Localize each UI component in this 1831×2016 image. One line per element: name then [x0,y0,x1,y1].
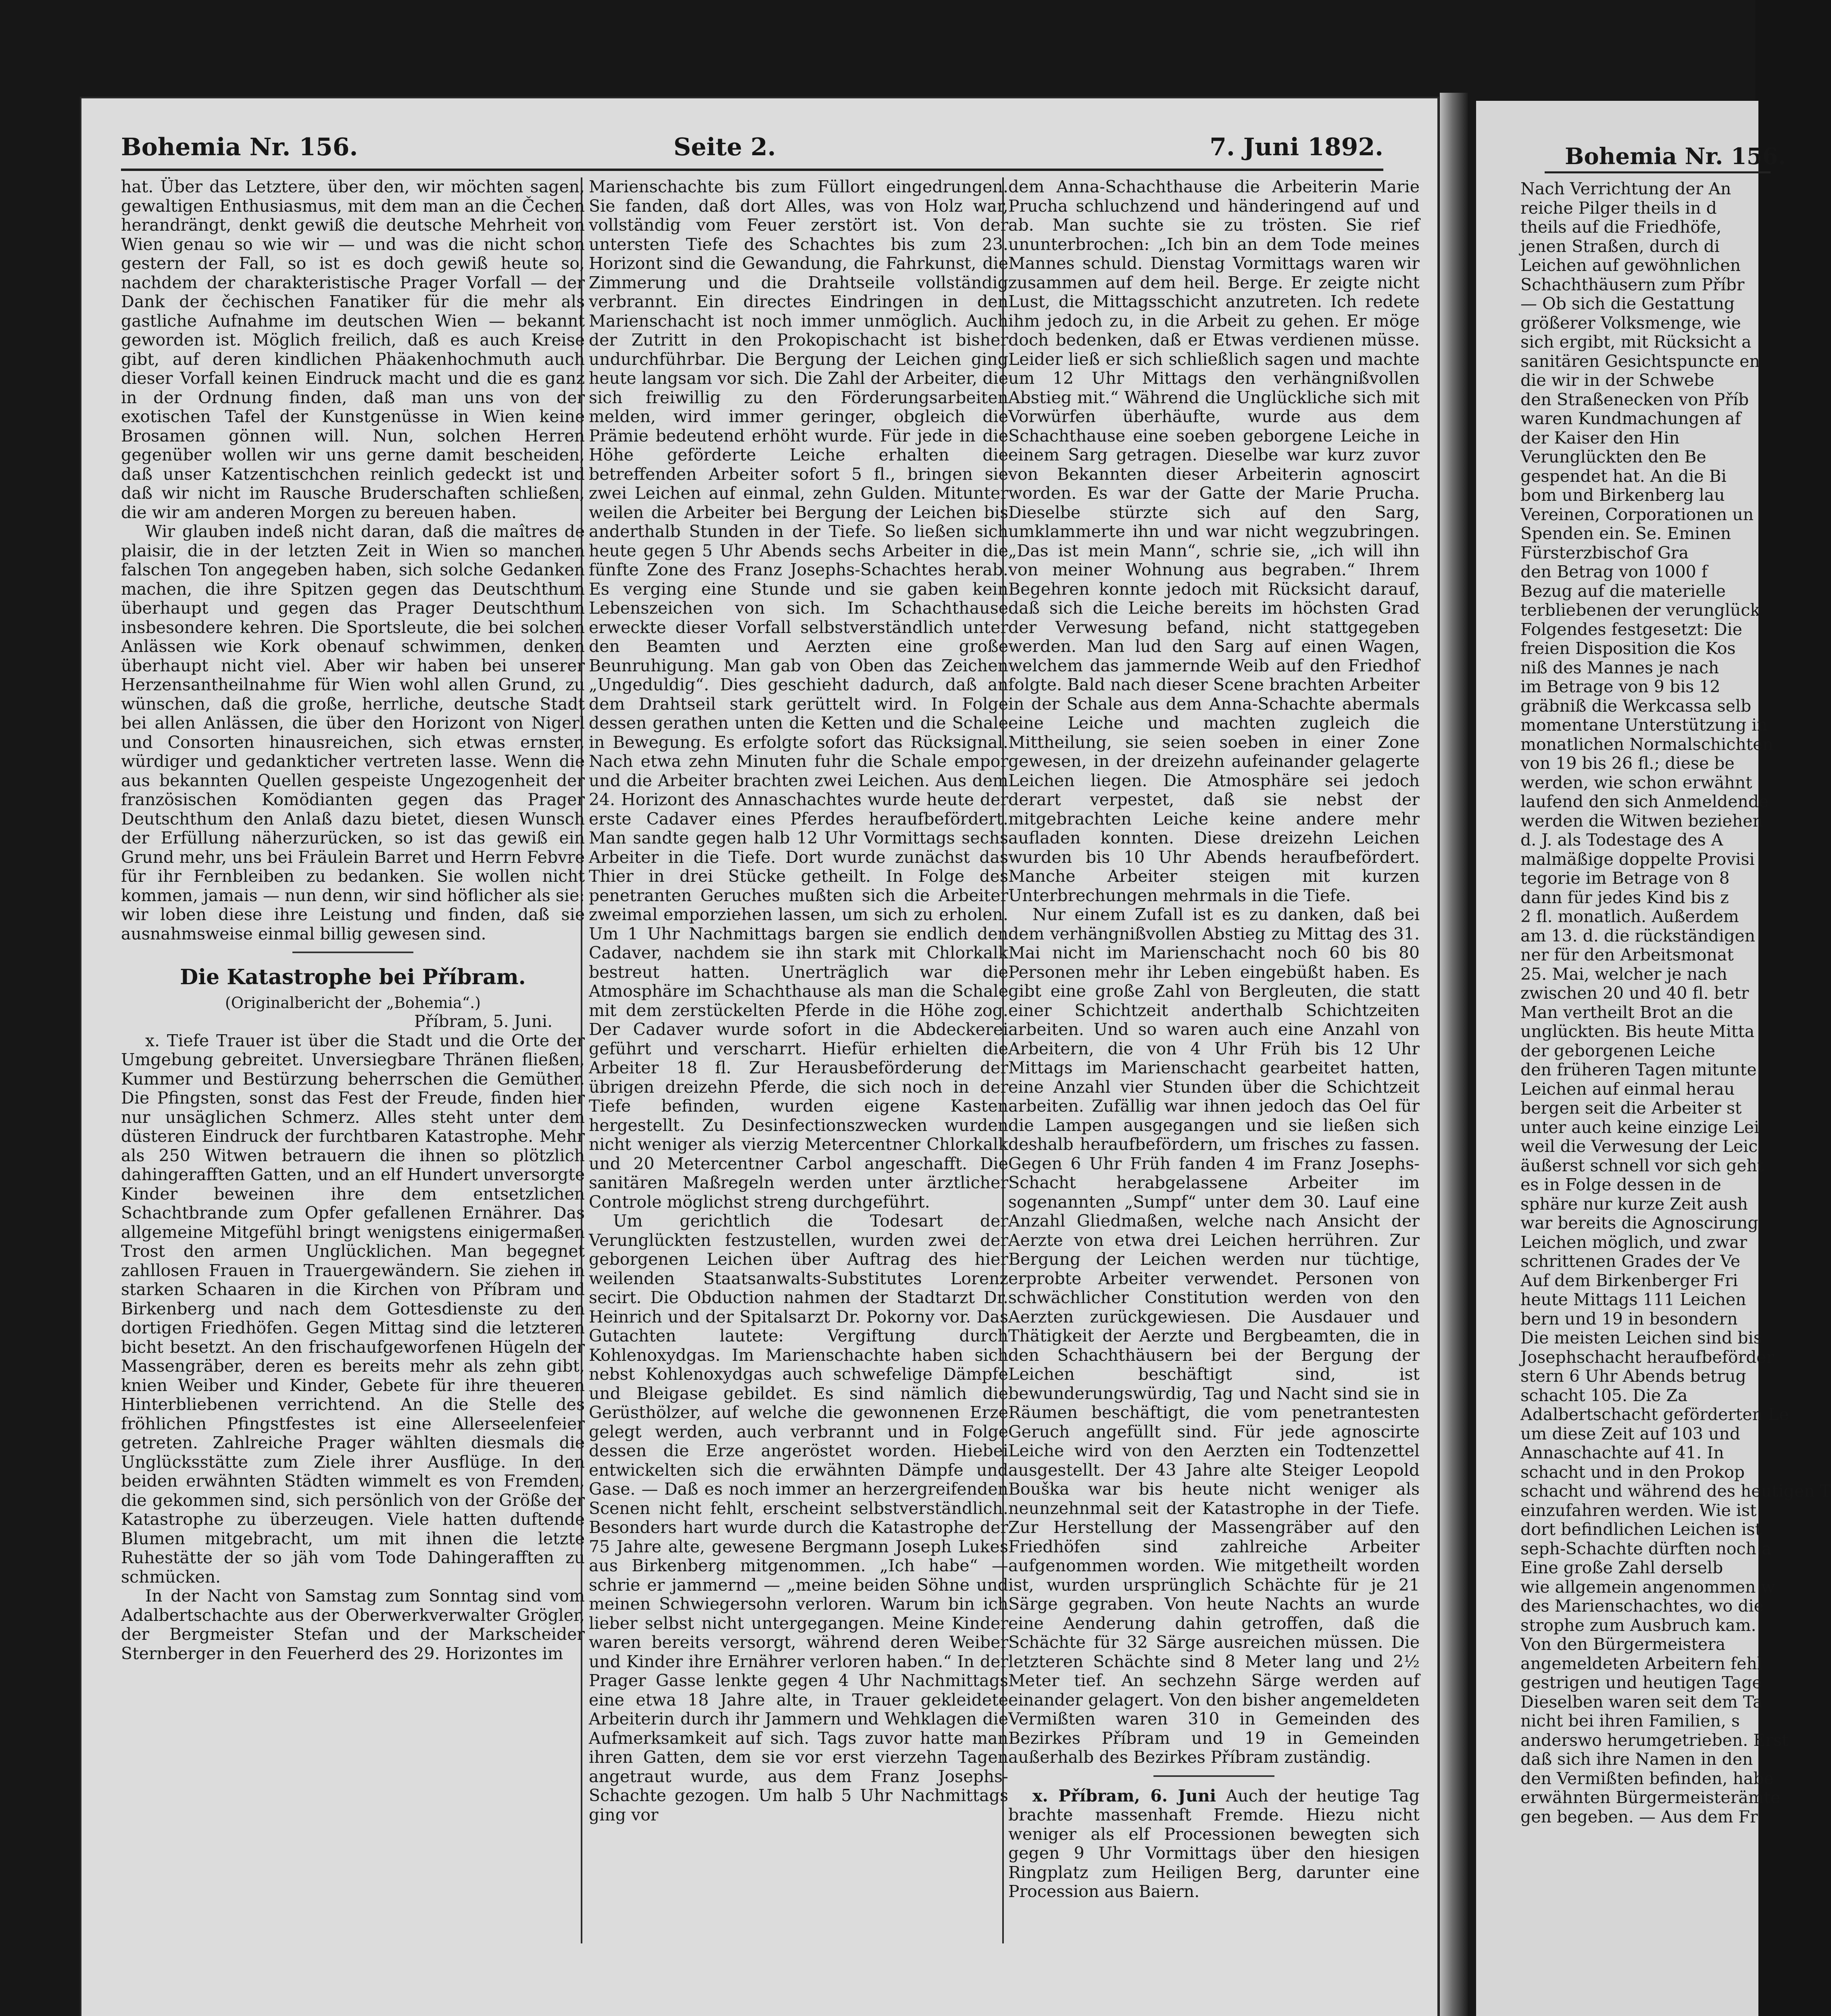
text-line: malmäßige doppelte Provisi [1520,849,1755,869]
column-2 [589,177,1008,1824]
text-line: Annaschachte auf 41. In [1520,1443,1724,1462]
text-line: monatlichen Normalschichten [1520,734,1773,754]
text-line: Bezug auf die materielle [1520,581,1726,601]
text-line: war bereits die Agnoscirung [1520,1213,1758,1233]
dateline: Příbram, 5. Juni. [414,1012,553,1031]
text-line: es in Folge dessen in de [1520,1175,1721,1194]
paragraph-text: Auch der heutige Tag brachte massenhaft Fremde. Hiezu nicht weniger als elf Processionen bewegten sich gegen 9 Uhr Vormittags über den hiesigen Ringplatz zum Heiligen Berg, darunter eine Procession aus Baiern. [1008,1786,1420,1901]
text-line: laufend den sich Anmeldende [1520,792,1769,811]
text-line: stern 6 Uhr Abends betrug [1520,1366,1746,1386]
text-line: theils auf die Friedhöfe, [1520,217,1722,237]
text-line: nicht bei ihren Familien, s [1520,1711,1740,1731]
text-line: 25. Mai, welcher je nach [1520,964,1727,984]
text-line: sanitären Gesichtspuncte en [1520,351,1760,371]
text-line: tegorie im Betrage von 8 [1520,868,1730,888]
header-page-number: Seite 2. [674,133,776,161]
paragraph: x. Tiefe Trauer ist über die Stadt und die Orte der Umgebung gebreitet. Unversiegbare Thränen fließen, Kummer und Bestürzung beherrschen die Gemüther. Die Pfingsten, sonst das Fest der Freude, finden hier nur unsäglichen Schmerz. Alles steht unter dem düsteren Eindruck der furchtbaren Katastrophe. Mehr als 250 Witwen betrauern die ihnen so plötzlich dahingerafften Gatten, und an elf Hundert unversorgte Kinder beweinen ihre dem entsetzlichen Schachtbrande zum Opfer gefallenen Ernährer. Das allgemeine Mitgefühl bringt wenigstens einigermaßen Trost den armen Unglücklichen. Man begegnet zahllosen Frauen in Trauergewändern. Sie ziehen in starken Schaaren in die Kirchen von Příbram und Birkenberg und nach dem Gottesdienste zu den dortigen Friedhöfen. Gegen Mittag sind die letzteren bicht besetzt. An den frischaufgeworfenen Hügeln der Massengräber, deren es bereits mehr als zehn gibt, knien Weiber und Kinder, Gebete für ihre theueren Hinterbliebenen verrichtend. An die Stelle des fröhlichen Pfingstfestes ist eine Allerseelenfeier getreten. Zahlreiche Prager wählten diesmals die Unglücksstätte zum Ziele ihrer Ausflüge. In den beiden erwähnten Städten wimmelt es von Fremden, die gekommen sind, sich persönlich von der Größe der Katastrophe zu überzeugen. Viele hatten duftende Blumen mitgebracht, um mit ihnen die letzte Ruhestätte der so jäh vom Tode Dahingerafften zu schmücken. [121,1031,585,1587]
text-line: jenen Straßen, durch di [1520,236,1720,256]
text-line: werden die Witwen beziehen [1520,811,1763,831]
text-line: schacht 105. Die Za [1520,1385,1688,1405]
text-line: wie allgemein angenommen w [1520,1577,1775,1597]
text-line: im Betrage von 9 bis 12 [1520,677,1720,696]
page-gutter [1440,93,1468,2016]
adjacent-page-column [1520,179,1831,1826]
column-3 [1008,177,1420,1901]
text-line: freien Disposition die Kos [1520,639,1736,658]
text-line: d. J. als Todestage des A [1520,830,1723,850]
text-line: den Vermißten befinden, habe [1520,1768,1774,1788]
column-1 [121,177,585,1663]
text-line: zwischen 20 und 40 fl. betr [1520,983,1749,1003]
paragraph: Marienschachte bis zum Füllort eingedrungen. Sie fanden, daß dort Alles, was von Holz war, vollständig vom Feuer zerstört ist. Von der untersten Tiefe des Schachtes bis zum 23. Horizont sind die Gewandung, die Fahrkunst, die Zimmerung und die Drahtseile vollständig verbrannt. Ein directes Eindringen in den Marienschacht ist noch immer unmöglich. Auch der Zutritt in den Prokopischacht ist bisher undurchführbar. Die Bergung der Leichen ging heute langsam vor sich. Die Zahl der Arbeiter, die sich freiwillig zu den Förderungsarbeiten melden, wird immer geringer, obgleich die Prämie bedeutend erhöht wurde. Für jede in die Höhe geförderte Leiche erhalten die betreffenden Arbeiter sofort 5 fl., bringen sie zwei Leichen auf einmal, zehn Gulden. Mitunter weilen die Arbeiter bei Bergung der Leichen bis anderthalb Stunden in der Tiefe. So ließen sich heute gegen 5 Uhr Abends sechs Arbeiter in die fünfte Zone des Franz Josephs-Schachtes herab. Es verging eine Stunde und sie gaben kein Lebenszeichen von sich. Im Schachthause erweckte dieser Vorfall selbstverständlich unter den Beamten und Aerzten eine große Beunruhigung. Man gab von Oben das Zeichen „Ungeduldig“. Dies geschieht dadurch, daß an dem Drahtseil stark gerüttelt wird. In Folge dessen gerathen unten die Ketten und die Schale in Bewegung. Es erfolgte sofort das Rücksignal. Nach etwa zehn Minuten fuhr die Schale empor und die Arbeiter brachten zwei Leichen. Aus dem 24. Horizont des Annaschachtes wurde heute der erste Cadaver eines Pferdes heraufbefördert. Man sandte gegen halb 12 Uhr Vormittags sechs Arbeiter in die Tiefe. Dort wurde zunächst das Thier in drei Stücke getheilt. In Folge des penetranten Geruches mußten sich die Arbeiter zweimal emporziehen lassen, um sich zu erholen. Um 1 Uhr Nachmittags bargen sie endlich den Cadaver, nachdem sie ihn stark mit Chlorkalk bestreut hatten. Unerträglich war die Atmosphäre im Schachthause als man die Schale mit dem zerstückelten Pferde in die Höhe zog. Der Cadaver wurde sofort in die Abdeckerei geführt und verscharrt. Hiefür erhielten die Arbeiter 18 fl. Zur Herausbeförderung der übrigen dreizehn Pferde, die sich noch in der Tiefe befinden, wurden eigene Kasten hergestellt. Zu Desinfectionszwecken wurden nicht weniger als vierzig Metercentner Chlorkalk und 20 Metercentner Carbol angeschafft. Die sanitären Maßregeln werden unter ärztlicher Controle möglichst streng durchgeführt. [589,177,1008,1212]
text-line: Eine große Zahl derselb [1520,1558,1723,1577]
text-line: terbliebenen der verunglück [1520,600,1760,620]
header-publication: Bohemia Nr. 156. [121,133,358,161]
text-line: der Kaiser den Hin [1520,428,1680,448]
text-line: den Betrag von 1000 f [1520,562,1708,581]
text-line: bern und 19 in besondern [1520,1309,1738,1329]
adjacent-header-rule [1545,171,1771,173]
text-line: reiche Pilger theils in d [1520,198,1717,218]
text-line: dann für jedes Kind bis z [1520,887,1729,907]
text-line: werden, wie schon erwähnt [1520,773,1752,792]
text-line: Nach Verrichtung der An [1520,179,1731,198]
text-line: Adalbertschacht geförderten Le [1520,1405,1789,1424]
text-line: schrittenen Grades der Ve [1520,1252,1741,1271]
text-line: Leichen auf gewöhnlichen [1520,256,1741,275]
text-line: um diese Zeit auf 103 und [1520,1424,1741,1443]
paragraph [1008,1787,1420,1901]
text-line: bom und Birkenberg lau [1520,485,1725,505]
paragraph: Wir glauben indeß nicht daran, daß die maîtres de plaisir, die in der letzten Zeit in Wien so manchen falschen Ton angegeben haben, sich solche Gedanken machen, die ihre Spitzen gegen das Deutschthum überhaupt und gegen das Prager Deutschthum insbesondere kehren. Die Sportsleute, die bei solchen Anlässen wie Kork obenauf schwimmen, denken überhaupt nicht viel. Aber wir haben bei unserer Herzensantheilnahme für Wien wohl allen Grund, zu wünschen, daß die große, herrliche, deutsche Stadt bei allen Anlässen, die über den Horizont von Nigerl und Consorten hinausreichen, sich etwas ernster, würdiger und gedankticher vertreten lasse. Wenn die aus bekannten Quellen gespeiste Ungezogenheit der französischen Komödianten gegen das Prager Deutschthum den Anlaß dazu bietet, diesen Wunsch der Erfüllung näherzurücken, so ist das gewiß ein Grund mehr, uns bei Fräulein Barret und Herrn Febvre für ihr Fernbleiben zu bedanken. Sie wollen nicht kommen, jamais — nun denn, wir sind höflicher als sie: wir loben diese ihre Leistung und finden, daß sie ausnahmsweise einmal billig gewesen sind. [121,522,585,943]
text-line: sich ergibt, mit Rücksicht a [1520,332,1752,352]
text-line: von 19 bis 26 fl.; diese be [1520,754,1735,773]
text-line: Dieselben waren seit dem Ta [1520,1692,1763,1712]
text-line: erwähnten Bürgermeisterämte [1520,1788,1781,1807]
adjacent-page-header: Bohemia Nr. 156. [1565,143,1786,170]
text-line: anderswo herumgetrieben. Erst [1520,1730,1789,1750]
text-line: bergen seit die Arbeiter st [1520,1098,1742,1118]
text-line: ner für den Arbeitsmonat [1520,945,1734,964]
text-line: gespendet hat. An die Bi [1520,466,1727,486]
header-date: 7. Juni 1892. [1210,133,1383,161]
paragraph: Nur einem Zufall ist es zu danken, daß bei dem verhängnißvollen Abstieg zu Mittag des 31. Mai nicht im Marienschacht noch 60 bis 80 Personen mehr ihr Leben eingebüßt haben. Es gibt eine große Zahl von Bergleuten, die statt einer Schichtzeit anderthalb Schichtzeiten arbeiten. Und so waren auch eine Anzahl von Arbeitern, die von 4 Uhr Früh bis 12 Uhr Mittags im Marienschacht gearbeitet hatten, eine Anzahl vier Stunden über die Schichtzeit arbeiten. Zufällig war ihnen jedoch das Oel für die Lampen ausgegangen und sie ließen sich deshalb heraufbefördern, um frisches zu fassen. Gegen 6 Uhr Früh fanden 4 im Franz Josephs-Schacht herabgelassene Arbeiter im sogenannten „Sumpf“ unter dem 30. Lauf eine Anzahl Gliedmaßen, welche nach Ansicht der Aerzte von etwa drei Leichen herrühren. Zur Bergung der Leichen werden nur tüchtige, erprobte Arbeiter verwendet. Personen von schwächlicher Constitution werden von den Aerzten zurückgewiesen. Die Ausdauer und Thätigkeit der Aerzte und Bergbeamten, die in den Schachthäusern bei der Bergung der Leichen beschäftigt sind, ist bewunderungswürdig, Tag und Nacht sind sie in Räumen beschäftigt, die vom penetrantesten Geruch angefüllt sind. Für jede agnoscirte Leiche wird von den Aerzten ein Todtenzettel ausgestellt. Der 43 Jahre alte Steiger Leopold Bouška war bis heute nicht weniger als neunzehnmal seit der Katastrophe in der Tiefe. Zur Herstellung der Massengräber auf den Friedhöfen sind zahlreiche Arbeiter aufgenommen worden. Wie mitgetheilt worden ist, wurden ursprünglich Schächte für je 21 Särge gegraben. Von heute Nachts an wurde eine Aenderung dahin getroffen, daß die Schächte für 32 Särge ausreichen müssen. Die letzteren Schächte sind 8 Meter lang und 2½ Meter tief. An sechzehn Särge werden auf einander gelagert. Von den bisher angemeldeten Vermißten waren 310 in Gemeinden des Bezirkes Příbram und 19 in Gemeinden außerhalb des Bezirkes Příbram zuständig. [1008,905,1420,1767]
text-line: Leichen auf einmal herau [1520,1079,1735,1099]
text-line: Josephschacht heraufbeförder [1520,1347,1775,1367]
text-line: sphäre nur kurze Zeit aush [1520,1194,1748,1214]
paragraph: dem Anna-Schachthause die Arbeiterin Marie Prucha schluchzend und händeringend auf und ab. Man suchte sie zu trösten. Sie rief ununterbrochen: „Ich bin an dem Tode meines Mannes schuld. Dienstag Vormittags waren wir zusammen auf dem heil. Berge. Er zeigte nicht Lust, die Mittagsschicht anzutreten. Ich redete ihm jedoch zu, in die Arbeit zu gehen. Er möge doch bedenken, daß er Etwas verdienen müsse. Leider ließ er sich schließlich sagen und machte um 12 Uhr Mittags den verhängnißvollen Abstieg mit.“ Während die Unglückliche sich mit Vorwürfen überhäufte, wurde aus dem Schachthause eine soeben geborgene Leiche in einem Sarg getragen. Dieselbe war kurz zuvor von Bekannten dieser Arbeiterin agnoscirt worden. Es war der Gatte der Marie Prucha. Dieselbe stürzte sich auf den Sarg, umklammerte ihn und war nicht wegzubringen. „Das ist mein Mann“, schrie sie, „ich will ihn von meiner Wohnung aus begraben.“ Ihrem Begehren konnte jedoch mit Rücksicht darauf, daß sich die Leiche bereits im höchsten Grad der Verwesung befand, nicht stattgegeben werden. Man lud den Sarg auf einen Wagen, welchem das jammernde Weib auf den Friedhof folgte. Bald nach dieser Scene brachten Arbeiter in der Schale aus dem Anna-Schachte abermals eine Leiche und machten zugleich die Mittheilung, sie seien soeben in einer Zone gewesen, in der dreizehn aufeinander gelagerte Leichen liegen. Die Atmosphäre sei jedoch derart verpestet, daß sie nebst der mitgebrachten Leiche keine andere mehr aufladen konnten. Diese dreizehn Leichen wurden bis 10 Uhr Abends heraufbefördert. Manche Arbeiter steigen mit kurzen Unterbrechungen mehrmals in die Tiefe. [1008,177,1420,905]
text-line: Fürsterzbischof Gra [1520,543,1689,562]
paragraph: hat. Über das Letztere, über den, wir möchten sagen, gewaltigen Enthusiasmus, mit dem man an die Čechen herandrängt, denkt gewiß die deutsche Mehrheit von Wien genau so wie wir — und was die nicht schon gestern der Fall, so ist es doch gewiß heute so, nachdem der charakteristische Prager Vorfall — der Dank der čechischen Fanatiker für die mehr als gastliche Aufnahme im deutschen Wien — bekannt geworden ist. Möglich freilich, daß es auch Kreise gibt, auf deren kindlichen Phäakenhochmuth auch dieser Vorfall keinen Eindruck macht und die es ganz in der Ordnung finden, daß man uns von der exotischen Tafel der Kunstgenüsse in Wien keine Brosamen gönnen will. Nun, solchen Herren gegenüber wollen wir uns gerne damit bescheiden, daß unser Katzentischchen reinlich gedeckt ist und daß wir nicht im Rausche Bruderschaften schließen, die wir am anderen Morgen zu bereuen haben. [121,177,585,522]
paragraph: In der Nacht von Samstag zum Sonntag sind vom Adalbertschachte aus der Oberwerkverwalter Grögler, der Bergmeister Stefan und der Markscheider Sternberger in den Feuerherd des 29. Horizontes im [121,1586,585,1663]
article-subtitle: (Originalbericht der „Bohemia“.) [225,994,481,1012]
text-line: schacht und in den Prokop [1520,1462,1745,1482]
dateline-lead: x. Příbram, 6. Juni [1032,1786,1216,1806]
text-line: der geborgenen Leiche [1520,1041,1716,1060]
text-line: daß sich ihre Namen in den [1520,1749,1753,1769]
article-separator [1153,1775,1274,1777]
text-line: den Straßenecken von Příb [1520,389,1749,409]
text-line: Folgendes festgesetzt: Die [1520,619,1742,639]
text-line: heute Mittags 111 Leichen [1520,1290,1746,1309]
text-line: angemeldeten Arbeitern fehl [1520,1654,1762,1673]
paragraph: Um gerichtlich die Todesart der Verunglückten festzustellen, wurden zwei der geborgenen Leichen über Auftrag des hier weilenden Staatsanwalts-Substitutes Lorenz secirt. Die Obduction nahmen der Stadtarzt Dr. Heinrich und der Spitalsarzt Dr. Pokorny vor. Das Gutachten lautete: Vergiftung durch Kohlenoxydgas. Im Marienschachte haben sich nebst Kohlenoxydgas auch schwefelige Dämpfe und Bleigase gebildet. Es sind nämlich die Gerüsthölzer, auf welche die gewonnenen Erze gelegt werden, auch verbrannt und in Folge dessen die Erze angeröstet worden. Hiebei entwickelten sich die erwähnten Dämpfe und Gase. — Daß es noch immer an herzergreifenden Scenen nicht fehlt, erscheint selbstverständlich. Besonders hart wurde durch die Katastrophe der 75 Jahre alte, gewesene Bergmann Joseph Lukes aus Birkenberg mitgenommen. „Ich habe“ — schrie er jammernd — „meine beiden Söhne und meinen Schwiegersohn verloren. Warum bin ich lieber selbst nicht untergegangen. Meine Kinder waren bereits versorgt, während deren Weiber und Kinder ihre Ernährer verloren haben.“ In der Prager Gasse lenkte gegen 4 Uhr Nachmittags eine etwa 18 Jahre alte, in Trauer gekleidete Arbeiterin durch ihr Jammern und Wehklagen die Aufmerksamkeit auf sich. Tags zuvor hatte man ihren Gatten, dem sie vor erst vierzehn Tagen angetraut wurde, aus dem Franz Josephs-Schachte gezogen. Um halb 5 Uhr Nachmittags ging vor [589,1211,1008,1824]
text-line: — Ob sich die Gestattung [1520,294,1735,313]
text-line: waren Kundmachungen af [1520,409,1741,428]
text-line: schacht und während des heutigen T [1520,1481,1831,1501]
text-line: 2 fl. monatlich. Außerdem [1520,907,1739,926]
text-line: Schachthäusern zum Příbr [1520,275,1745,294]
text-line: am 13. d. die rückständigen [1520,926,1756,946]
header-rule [121,169,1383,171]
text-line: äußerst schnell vor sich geht [1520,1156,1764,1175]
text-line: gestrigen und heutigen Tage [1520,1673,1762,1692]
text-line: strophe zum Ausbruch kam. [1520,1615,1756,1635]
text-line: Auf dem Birkenberger Fri [1520,1270,1738,1290]
text-line: seph-Schachte dürften noch a [1520,1539,1772,1558]
text-line: Leichen möglich, und zwar [1520,1232,1747,1252]
text-line: des Marienschachtes, wo die [1520,1596,1764,1616]
text-line: den früheren Tagen mitunte [1520,1060,1757,1079]
text-line: die wir in der Schwebe [1520,371,1714,390]
text-line: Von den Bürgermeistera [1520,1635,1726,1654]
text-line: momentane Unterstützung in [1520,715,1768,735]
text-line: gen begeben. — Aus dem Fr [1520,1807,1758,1826]
text-line: Vereinen, Corporationen un [1520,504,1754,524]
article-separator [292,952,413,953]
text-line: Spenden ein. Se. Eminen [1520,524,1731,543]
text-line: unglückten. Bis heute Mitta [1520,1022,1755,1041]
article-title: Die Katastrophe bei Příbram. [180,965,526,989]
text-line: einzufahren werden. Wie ist [1520,1500,1757,1520]
text-line: Man vertheilt Brot an die [1520,1002,1733,1022]
text-line: weil die Verwesung der Leic [1520,1137,1758,1156]
text-line: unter auch keine einzige Lei [1520,1117,1759,1137]
text-line: gräbniß die Werkcassa selb [1520,696,1752,716]
page-header [121,133,1383,173]
text-line: Die meisten Leichen sind bis [1520,1328,1762,1347]
text-line: niß des Mannes je nach [1520,658,1719,677]
text-line: dort befindlichen Leichen ist [1520,1520,1762,1539]
text-line: größerer Volksmenge, wie [1520,313,1741,333]
text-line: Verunglückten den Be [1520,447,1706,467]
